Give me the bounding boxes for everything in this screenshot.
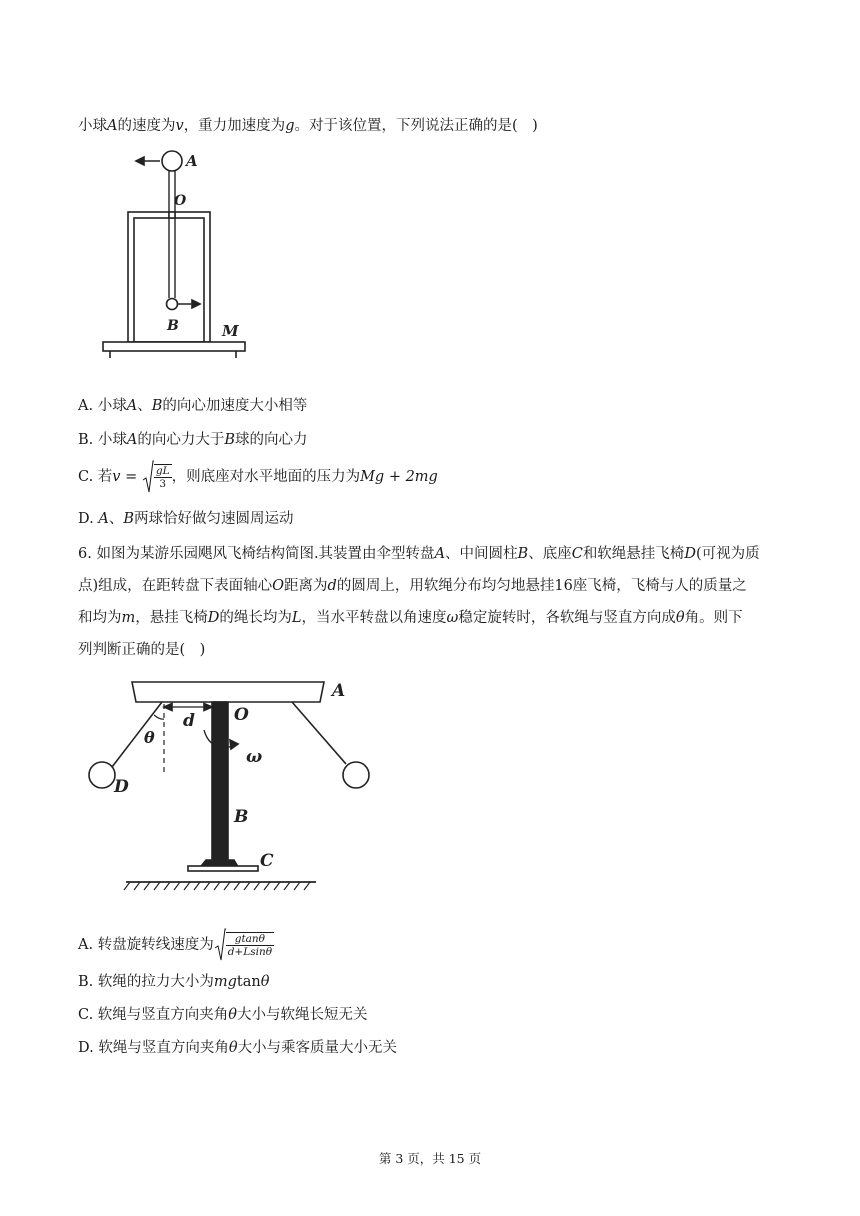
label-omega: ω [246, 747, 263, 767]
label-C: C [260, 851, 274, 871]
math: A [107, 118, 118, 134]
text: 座飞椅，飞椅与人的质量之 [572, 578, 747, 594]
fraction [154, 464, 172, 490]
text: 、 [108, 511, 124, 527]
option-5D [78, 507, 293, 528]
question-6-line-3 [78, 606, 743, 627]
math: B [123, 511, 134, 527]
option-5B [78, 428, 308, 449]
option-6B [78, 970, 269, 991]
fraction [226, 932, 274, 958]
text: 两球恰好做匀速圆周运动 [133, 511, 294, 527]
math: 16 [554, 578, 573, 594]
text: 的速度为 [117, 118, 176, 134]
text: D. [78, 511, 99, 527]
math: C [571, 546, 583, 562]
label-M: M [222, 322, 239, 340]
text: (可视为质 [695, 546, 760, 562]
math: D [684, 546, 696, 562]
math: A [126, 398, 138, 414]
option-5A [78, 394, 307, 415]
text: ，悬挂飞椅 [135, 610, 208, 626]
math: A [98, 511, 109, 527]
math: B [224, 432, 236, 448]
text: 的向心力大于 [137, 432, 225, 448]
label-O: O [174, 193, 187, 209]
math: Mg + 2mg [360, 469, 438, 485]
text: 的圆周上，用软绳分布均匀地悬挂 [336, 578, 555, 594]
text: D. 软绳与竖直方向夹角 [78, 1040, 229, 1056]
math: tan [236, 974, 261, 990]
label-O: O [234, 705, 249, 725]
figure-rod-frame [100, 148, 250, 364]
label-D: D [114, 777, 129, 797]
sqrt-expression [214, 928, 274, 962]
option-6C [78, 1003, 368, 1024]
math: v [175, 118, 184, 134]
page-footer: 第 3 页，共 15 页 [378, 1151, 482, 1166]
text: 距离为 [284, 578, 328, 594]
math: B [517, 546, 529, 562]
math: mg [213, 974, 237, 990]
math: D [207, 610, 220, 626]
text: B. 小球 [78, 432, 127, 448]
math: ω [446, 610, 459, 626]
text: A. 小球 [78, 398, 127, 414]
sqrt-expression [142, 460, 172, 494]
option-6A [78, 928, 274, 962]
text: 、 [137, 398, 152, 414]
text: ，当水平转盘以角速度 [301, 610, 447, 626]
denominator: 3 [159, 478, 167, 490]
math: θ [675, 610, 685, 626]
math: A [434, 546, 446, 562]
label-B: B [234, 807, 249, 827]
math: v [112, 469, 121, 485]
math: A [126, 432, 138, 448]
text: 列判断正确的是( ) [78, 642, 206, 658]
math: m [121, 610, 136, 626]
text: 、底座 [528, 546, 572, 562]
numerator: gL [155, 465, 170, 477]
question-6-line-2 [78, 574, 747, 595]
label-theta: θ [144, 728, 155, 747]
option-6D [78, 1036, 397, 1057]
question-6-line-4 [78, 638, 205, 659]
denominator: d+Lsinθ [227, 946, 273, 958]
text: 6. 如图为某游乐园飓风飞椅结构简图.其装置由伞型转盘 [78, 546, 435, 562]
text: A. 转盘旋转线速度为 [78, 937, 214, 953]
figure-swing-ride [84, 674, 374, 900]
text: 的绳长均为 [219, 610, 292, 626]
text: 和均为 [78, 610, 122, 626]
text: ，则底座对水平地面的压力为 [171, 469, 361, 485]
math: L [291, 610, 302, 626]
label-A: A [332, 681, 346, 701]
text: B. 软绳的拉力大小为 [78, 974, 214, 990]
numerator: gtanθ [226, 933, 274, 946]
text: 的向心加速度大小相等 [162, 398, 308, 414]
question-6-line-1 [78, 542, 760, 563]
text: 和软绳悬挂飞椅 [582, 546, 685, 562]
text: 点)组成，在距转盘下表面轴心 [78, 578, 273, 594]
text: C. 若 [78, 469, 113, 485]
math: d [327, 578, 337, 594]
math: B [151, 398, 163, 414]
label-A: A [186, 152, 198, 170]
label-B: B [167, 318, 179, 334]
text: 角。则下 [684, 610, 743, 626]
text: 球的向心力 [235, 432, 308, 448]
label-d: d [183, 711, 195, 731]
text: = [120, 469, 142, 485]
text: 大小与乘客质量大小无关 [237, 1040, 398, 1056]
text: C. 软绳与竖直方向夹角 [78, 1007, 229, 1023]
text: 小球 [78, 118, 107, 134]
math: g [285, 118, 295, 134]
text: 、中间圆柱 [445, 546, 518, 562]
math: θ [228, 1040, 238, 1056]
math: O [272, 578, 285, 594]
text: 。对于该位置，下列说法正确的是( ) [294, 118, 538, 134]
math: θ [260, 974, 270, 990]
text: 大小与软绳长短无关 [237, 1007, 368, 1023]
text: 稳定旋转时，各软绳与竖直方向成 [458, 610, 676, 626]
question-stem-continuation [78, 114, 538, 135]
text: ，重力加速度为 [183, 118, 286, 134]
option-5C [78, 460, 438, 494]
math: θ [228, 1007, 238, 1023]
ground-hatching [124, 882, 310, 890]
